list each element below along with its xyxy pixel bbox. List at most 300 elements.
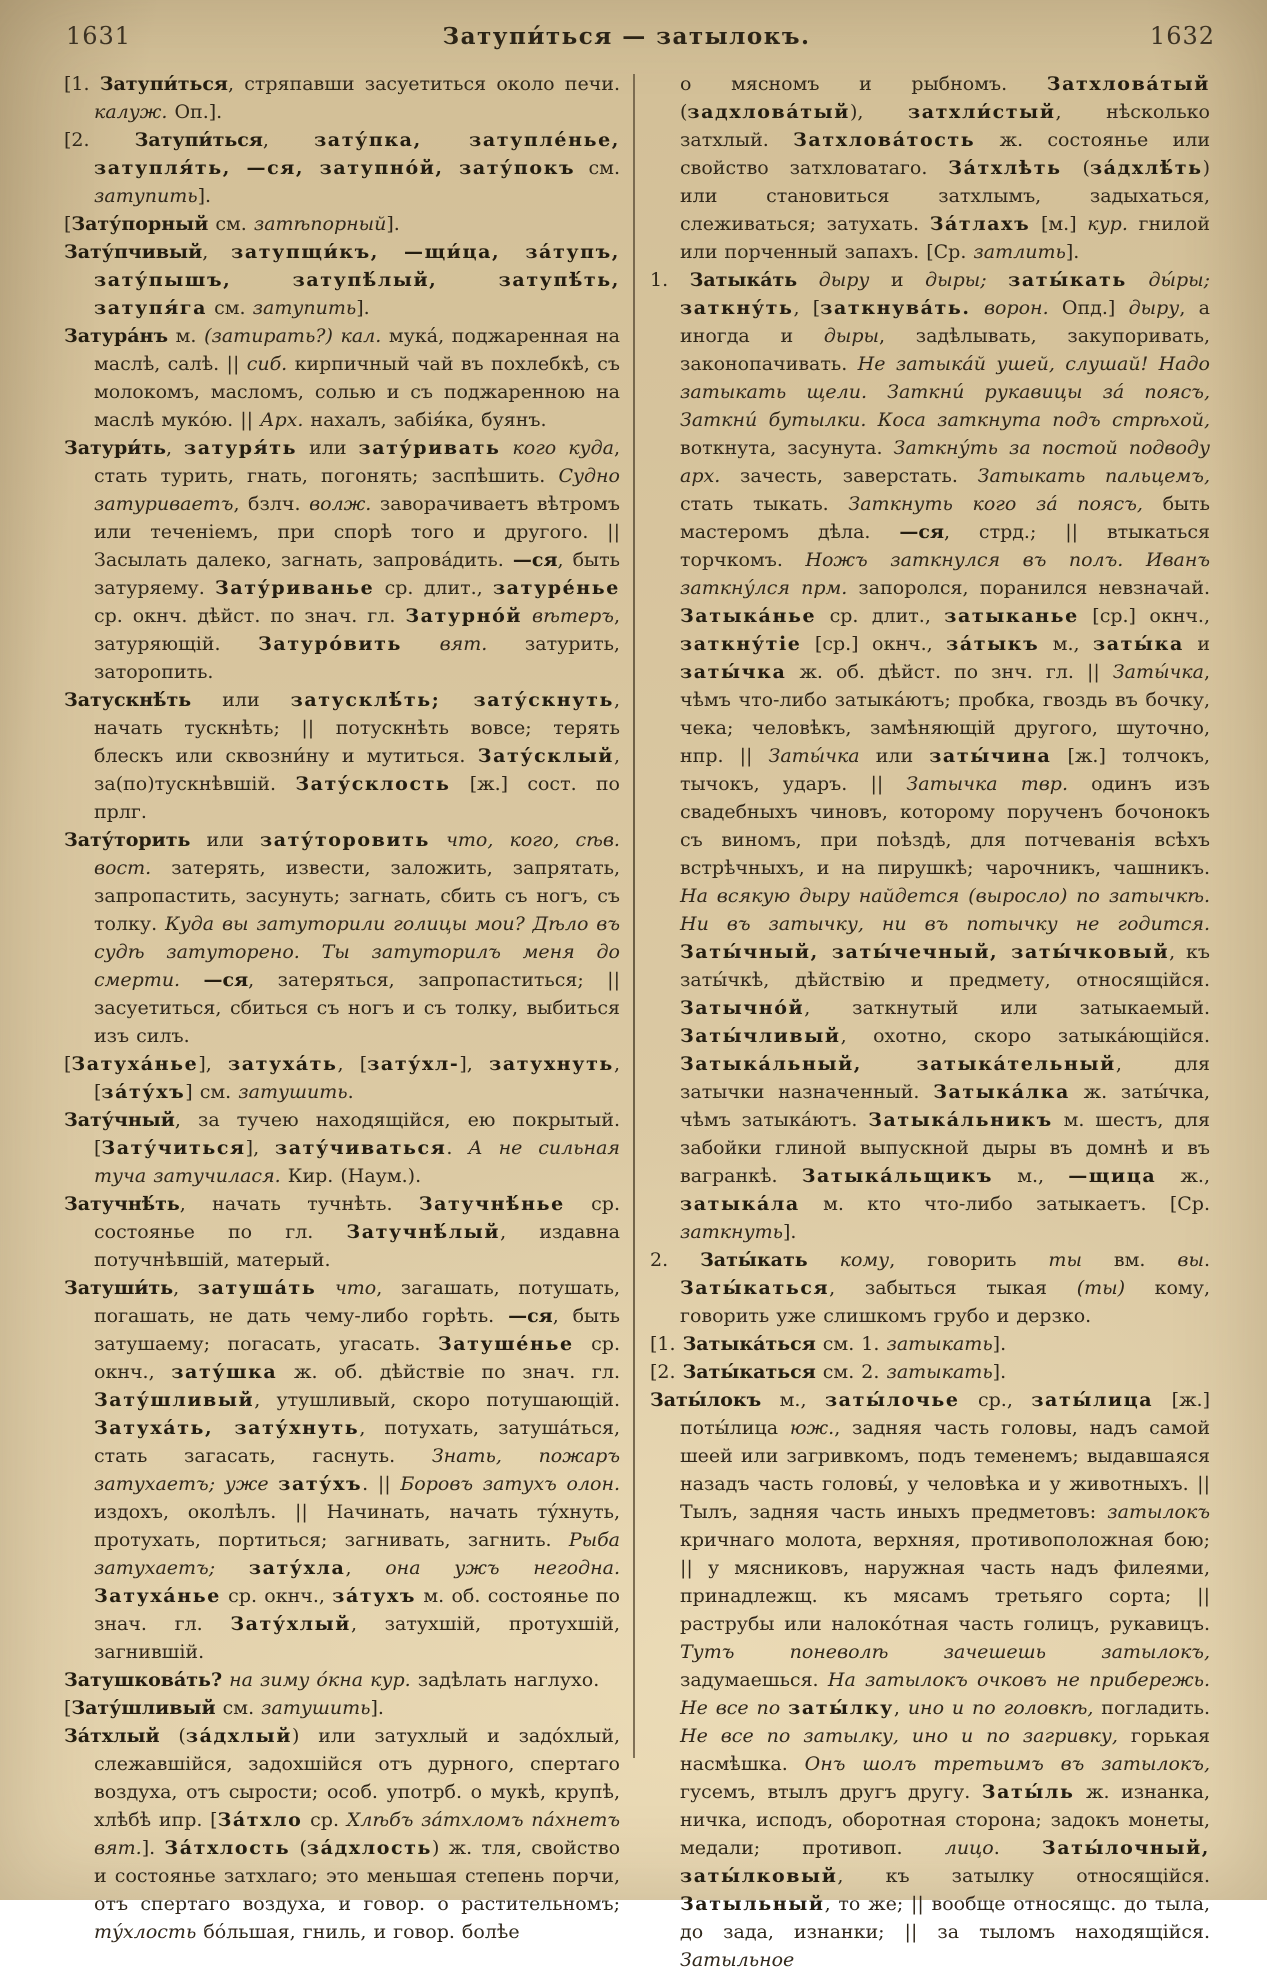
text-run [790, 577, 801, 599]
text-run: кричнаго молота, верхняя, противоположная бою; || у мясниковъ, наружная часть надъ филеями, принадлежщ. къ мясамъ третьяго сорта; || раструбы или налоко́тная часть голицъ, рукавицъ. [680, 1529, 1210, 1635]
text-run: . [347, 1081, 354, 1103]
text-run: издохъ, околѣлъ. || Начинать, начать ту́хнуть, протухать, портиться; загнивать, загнить. [94, 1501, 620, 1551]
headword: Затуши́ть [64, 1277, 174, 1299]
headword: Затускнѣ́ть [64, 689, 192, 711]
text-run: , задняя часть головы, надъ самой шеей или загривкомъ, подъ теменемъ; выдавшаяся назадъ часть головы́, у человѣка и у животныхъ. || Тылъ, задняя часть иныхъ предметовъ: [680, 1417, 1210, 1523]
headword: —ся [512, 549, 558, 571]
headword: затуря́ть [184, 437, 298, 459]
text-run [215, 1557, 249, 1579]
italic-text-run: Судно затуриваетъ [94, 465, 620, 515]
text-run: ]. [386, 213, 400, 235]
headword: Затуро́вить [258, 633, 402, 655]
headword: Затушкова́ть? [64, 1669, 223, 1691]
text-run: ж. об. дѣйст. по знч. гл. || [786, 661, 1113, 683]
headword: За́тхлѣть [948, 157, 1062, 179]
italic-text-run: ино и по головкѣ, [907, 1697, 1094, 1719]
italic-text-run: Не все по затылку, ино и по загривку, [680, 1725, 1118, 1747]
headword: за́тыкъ [946, 633, 1040, 655]
text-run [269, 1473, 279, 1495]
headword: Заты́чливый [680, 1025, 841, 1047]
text-run: см. 1. [815, 1333, 887, 1355]
italic-text-run: затушить [238, 1081, 348, 1103]
dictionary-entry [64, 1190, 620, 1274]
text-run: ж. состоянье или свойство затхловатаго. [680, 129, 1210, 179]
headword: затхли́стый [908, 101, 1056, 123]
text-run: , стрд.; || втыкаться торчкомъ. [680, 521, 1210, 571]
text-run: [ [64, 1053, 72, 1075]
headword: —ся [203, 969, 249, 991]
text-run: кому, говорить уже слишкомъ грубо и дерзко. [680, 1277, 1210, 1327]
text-run: см. [207, 297, 253, 319]
italic-text-run: Затычка [906, 773, 998, 795]
italic-text-run: вѣтеръ [532, 605, 614, 627]
text-run: , стать турить, гнать, погонять; заспѣшить. [94, 437, 620, 487]
text-run: 2. [650, 1249, 701, 1271]
text-run: ж. об. дѣйствіе по знач. гл. [277, 1361, 620, 1383]
headword: Зату́склый [477, 745, 614, 767]
headword: Затуха́нье [71, 1053, 199, 1075]
italic-text-run: затыкать [886, 1361, 993, 1383]
text-run: одинъ изъ свадебныхъ чиновъ, которому порученъ бочонокъ съ виномъ, при поѣздѣ, для потчеванія всѣхъ встрѣчныхъ, и на пирушкѣ; чарочникъ, чашникъ. [680, 773, 1210, 879]
text-run: , утушливый, скоро потушающій. [254, 1389, 620, 1411]
italic-text-run: ты [1048, 1249, 1082, 1271]
text-run [430, 829, 446, 851]
text-run: вм. [1081, 1249, 1178, 1271]
italic-text-run: она ужъ негодна. [385, 1557, 620, 1579]
headword: Затхлова́тый [1046, 73, 1210, 95]
dictionary-entry [650, 1246, 1210, 1330]
text-run: ) или становиться затхлымъ, задыхаться, слеживаться; затухать. [680, 157, 1211, 235]
italic-text-run: кому [839, 1249, 890, 1271]
italic-text-run: (ты) [1076, 1277, 1126, 1299]
italic-text-run: вят. [439, 633, 488, 655]
headword: Затыка́льный, затыка́тельный [680, 1053, 1116, 1075]
text-run: , потухать, затуша́ться, стать загасать, гаснуть. [94, 1417, 621, 1467]
headword: затупщи́къ, —щи́ца, за́тупъ, зату́пышъ, затупѣ́лый, затупѣ́ть, затупя́га [94, 241, 620, 319]
headword: Зату́риванье [215, 577, 375, 599]
headword: затуша́ть [197, 1277, 317, 1299]
headword: Заты́кать [700, 1249, 808, 1271]
italic-text-run: Ножъ заткнулся въ полъ. Иванъ заткну́лся [680, 549, 1211, 599]
text-run: или [297, 437, 359, 459]
headword: заткнува́ть. [820, 297, 971, 319]
italic-text-run: заткнуть [680, 1221, 783, 1243]
text-run: , забыться тыкая [829, 1277, 1077, 1299]
headword: —щица [1068, 1165, 1157, 1187]
italic-text-run: ворон. [983, 297, 1049, 319]
text-run: , затеряться, запропаститься; || засуетиться, сбиться съ ногъ и съ толку, выбиться изъ силъ. [94, 969, 620, 1047]
page-number-left: 1631 [66, 22, 132, 50]
text-run: или [191, 689, 291, 711]
headword: зату́хл- [367, 1053, 460, 1075]
italic-text-run: затлить [973, 241, 1066, 263]
headword: Зату́торить [64, 829, 191, 851]
italic-text-run: Затыльное [680, 1949, 795, 1971]
italic-text-run: затыкать [886, 1333, 993, 1355]
italic-text-run: Рыба затухаетъ; [94, 1529, 620, 1579]
text-run: , [893, 1697, 908, 1719]
dictionary-entry [64, 210, 620, 238]
text-run [559, 829, 575, 851]
text-run: ж. заты́чка, чѣмъ затыка́ютъ. [680, 1081, 1210, 1131]
text-run [780, 1697, 788, 1719]
italic-text-run: Заткну́ть за постой подводу [893, 437, 1210, 459]
headword: за́дхлость [306, 1837, 433, 1859]
page-number-right: 1632 [1149, 22, 1215, 50]
dictionary-entry [64, 1106, 620, 1190]
italic-text-run: затушить [261, 1697, 371, 1719]
italic-text-run: затупить [94, 185, 198, 207]
headword: Зату́хлый [230, 1613, 351, 1635]
headword: За́тхлый [64, 1725, 160, 1747]
text-run: , бзлч. [233, 493, 310, 515]
text-run: ж. изнанка, ничка, исподъ, оборотная сторона; задокъ монеты, медали; противоп. [680, 1781, 1210, 1859]
text-run: [ж.] поты́лица [680, 1389, 1210, 1439]
text-run [522, 605, 532, 627]
text-run: , а иногда и [680, 297, 1210, 347]
text-run: или [190, 829, 261, 851]
text-run: м. шестъ, для забойки глиной выпускной дыры въ домнѣ и въ вагранкѣ. [680, 1109, 1210, 1187]
italic-text-run: Знать, пожаръ затухаетъ; уже [94, 1445, 620, 1495]
text-run: , [173, 1277, 198, 1299]
headword: затыканье [944, 605, 1079, 627]
italic-text-run: Онъ шолъ третьимъ въ затылокъ, [804, 1753, 1210, 1775]
headword: за́дхлый [185, 1725, 293, 1747]
headword: затуха́ть [228, 1053, 338, 1075]
text-run [500, 437, 512, 459]
headword: заты́лку [788, 1697, 894, 1719]
text-run: , [202, 241, 232, 263]
italic-text-run: что [334, 1277, 377, 1299]
text-run: ср. [302, 1809, 347, 1831]
text-run: . [446, 1137, 469, 1159]
headword: Затучнѣ́ть [64, 1193, 180, 1215]
text-run: Оп.]. [167, 101, 223, 123]
headword: —ся [508, 1305, 553, 1327]
headword: за́дхлѣ́ть [1089, 157, 1203, 179]
headword: Заты́ль [981, 1781, 1075, 1803]
page-header [66, 22, 1215, 50]
italic-text-run: кур. [370, 1669, 411, 1691]
dictionary-entry [64, 126, 620, 210]
headword: затусклѣ́ть; зату́скнуть [290, 689, 614, 711]
headword: Затыка́лка [933, 1081, 1070, 1103]
text-run: ]. [370, 1697, 384, 1719]
text-run [180, 969, 203, 991]
italic-text-run: Не затыка́й ушей, слушай! Надо затыкать щели. Заткни́ рукавицы за́ поясъ, Заткни́ бутылки. Коса заткнута подъ стрѣхой, [680, 353, 1210, 431]
text-run: [2. [650, 1361, 683, 1383]
headword: Затуха́ть, зату́хнуть [94, 1417, 360, 1439]
italic-text-run: юж. [789, 1417, 835, 1439]
dictionary-entry [650, 1358, 1210, 1386]
text-run: гусемъ, втылъ другъ другу. [680, 1781, 982, 1803]
text-run: ]. [782, 1221, 797, 1243]
text-run: , за(по)тускнѣвшій. [94, 745, 620, 795]
italic-text-run: затѣпорный [253, 213, 387, 235]
text-run: нахалъ, забія́ка, буянъ. [303, 409, 547, 431]
text-run: см. 2. [815, 1361, 887, 1383]
headword: заты́ка [1093, 633, 1184, 655]
italic-text-run: А не сильная туча затучилася. [94, 1137, 620, 1187]
italic-text-run: Затыкать пальцемъ, [977, 465, 1210, 487]
headword: За́тлахъ [929, 213, 1031, 235]
italic-text-run: Заты́чка [768, 745, 860, 767]
text-run: , нѣсколько затхлый. [680, 101, 1210, 151]
text-run: заворачиваетъ вѣтромъ или теченіемъ, при спорѣ того и другого. || Засылать далеко, загнать, запрова́дить. [94, 493, 620, 571]
dictionary-entry [650, 266, 1210, 1246]
dictionary-entry [64, 686, 620, 826]
text-run: гнилой или порченный запахъ. [Ср. [680, 213, 1211, 263]
italic-text-run: затупить [252, 297, 357, 319]
text-run: , быть затуряему. [94, 549, 620, 599]
headword: Зату́шливый [94, 1389, 255, 1411]
headword: Заты́чный, заты́чечный, заты́чковый [680, 941, 1170, 963]
headword: Заты́локъ [650, 1389, 762, 1411]
headword: За́тхлость [164, 1837, 291, 1859]
text-run: см. [575, 157, 620, 179]
headword: Заты́каться [680, 1277, 830, 1299]
text-run: ), [849, 101, 909, 123]
text-run: бо́льшая, гниль, и говор. болѣе [196, 1921, 520, 1943]
italic-text-run: что, кого, [446, 829, 560, 851]
headword: затуре́нье [492, 577, 620, 599]
text-run: ]. [197, 185, 212, 207]
text-run: ср. окнч., [220, 1585, 333, 1607]
headword: Зату́читься [101, 1137, 246, 1159]
text-run: см. [215, 1697, 262, 1719]
headword: Затыка́льникъ [868, 1109, 1053, 1131]
italic-text-run: дыры; [925, 269, 987, 291]
text-run: ]. [992, 1333, 1007, 1355]
text-run: , [ [94, 1053, 620, 1103]
headword: Зату́порный [71, 213, 209, 235]
italic-text-run: Заткнуть кого за́ поясъ, [848, 493, 1143, 515]
text-run: ср., [959, 1389, 1032, 1411]
text-run: , то же; || вообще относящс. до тыла, до зада, изнанки; || за тыломъ находящійся. [680, 1893, 1210, 1943]
headword: Затычно́й [680, 997, 805, 1019]
headword: Затыка́нье [680, 605, 817, 627]
text-run [998, 773, 1021, 795]
dictionary-entry [64, 1694, 620, 1722]
headword: Зату́чный [64, 1109, 175, 1131]
text-run: , затухшій, протухшій, загнившій. [94, 1613, 620, 1663]
italic-text-run: олон. [566, 1473, 621, 1495]
text-run: м., [1039, 633, 1094, 655]
dictionary-entry [64, 826, 620, 1050]
text-run: , для затычки назначенный. [680, 1053, 1210, 1103]
headword: Затуха́нье [94, 1585, 221, 1607]
text-run: ]. [992, 1361, 1007, 1383]
text-run: , издавна потучнѣвшій, матерый. [94, 1221, 620, 1271]
italic-text-run: ту́хлость [94, 1921, 197, 1943]
headword: Затури́ть [64, 437, 166, 459]
text-run: м. [168, 325, 205, 347]
text-run: ], [245, 1137, 275, 1159]
headword: зату́шка [171, 1361, 278, 1383]
text-run: воткнута, засунута. [680, 437, 894, 459]
headword: Затхлова́тость [793, 129, 976, 151]
italic-text-run: арх. [680, 465, 721, 487]
text-run: затерять, извести, заложить, запрятать, запропастить, засунуть; загнать, сбить съ ногъ, съ толку. [94, 857, 620, 935]
italic-text-run: На всякую дыру найдется (выросло) по затычкѣ. Ни въ затычку, ни въ потычку не годится. [680, 885, 1210, 935]
headword: за́ту́хъ [101, 1081, 186, 1103]
column-divider [633, 74, 635, 1758]
text-run [402, 633, 440, 655]
text-run: ср. окнч., [94, 1333, 620, 1383]
headword: Затура́нъ [64, 325, 169, 347]
headword: зату́хла [248, 1557, 346, 1579]
headword: зату́пка, затупле́нье, затупля́ть, —ся, затупно́й, зату́покъ [94, 129, 620, 179]
text-run: ] см. [185, 1081, 239, 1103]
italic-text-run: дыру [818, 269, 870, 291]
text-run: , [345, 1557, 386, 1579]
text-run: , [262, 129, 315, 151]
italic-text-run: калуж. [94, 101, 168, 123]
text-run: [ж.] толчокъ, тычокъ, ударъ. || [680, 745, 1210, 795]
dictionary-entry-continuation [650, 70, 1210, 266]
italic-text-run: лицо [944, 1837, 994, 1859]
text-run: , чѣмъ что-либо затыка́ютъ; пробка, гвоздь въ бочку, чека; человѣкъ, замѣняющій другого, шуточно, нпр. || [680, 661, 1210, 767]
text-run: затурить, заторопить. [94, 633, 620, 683]
text-run: ], [198, 1053, 229, 1075]
headword: за́тухъ [332, 1585, 417, 1607]
text-run: и [869, 269, 926, 291]
text-run: , къ затылку относящійся. [837, 1865, 1210, 1887]
text-run: кирпичный чай въ похлебкѣ, съ молокомъ, масломъ, солью и съ поджаренною на маслѣ муко́ю. || [94, 353, 620, 431]
text-run: , охотно, скоро затыка́ющійся. [840, 1025, 1210, 1047]
headword: —ся [899, 521, 944, 543]
text-run: ]. [141, 1837, 165, 1859]
headword: заты́чка [680, 661, 787, 683]
text-run: , задѣлывать, закупоривать, законопачивать. [680, 325, 1210, 375]
text-run: [1. [650, 1333, 683, 1355]
italic-text-run: Куда вы затуторили голицы мои? Дѣло въ судѣ затуторено. Ты затуторилъ меня до смерти. [94, 913, 620, 991]
dictionary-entry [64, 70, 620, 126]
italic-text-run: кого куда [512, 437, 614, 459]
text-run: ж., [1156, 1165, 1210, 1187]
text-run: ( [159, 1725, 186, 1747]
headword: зату́чиваться [275, 1137, 447, 1159]
text-run: погладить. [1093, 1697, 1210, 1719]
text-run: , начать тускнѣть; || потускнѣть вовсе; терять блескъ или сквозни́ну и мутиться. [94, 689, 620, 767]
headword: Затыка́ться [682, 1333, 816, 1355]
text-run: [ [64, 213, 72, 235]
text-run [1127, 269, 1149, 291]
text-run: ( [1061, 157, 1090, 179]
text-run [987, 269, 1009, 291]
text-run: горькая насмѣшка. [680, 1725, 1210, 1775]
text-run: [ср.] окнч., [1078, 605, 1210, 627]
headword: Заты́лочный, заты́лковый [680, 1837, 1210, 1887]
italic-text-run: Тутъ поневолѣ зачешешь затылокъ, [680, 1641, 1210, 1663]
headword: Затупи́ться [134, 129, 263, 151]
running-title: Затупи́ться — затылокъ. [442, 23, 811, 50]
text-run: , [166, 437, 185, 459]
text-run: 1. [650, 269, 690, 291]
headword: Затуше́нье [437, 1333, 574, 1355]
text-run: ( [680, 101, 688, 123]
italic-text-run: ды́ры; [1148, 269, 1211, 291]
text-run [797, 269, 819, 291]
text-run: , [ [337, 1053, 368, 1075]
headword: Зату́шливый [71, 1697, 216, 1719]
text-run: ]. [356, 297, 370, 319]
text-run: . [1203, 1249, 1210, 1271]
headword: Затупи́ться [99, 73, 228, 95]
headword: заты́чина [929, 745, 1052, 767]
headword: Затурно́й [405, 605, 523, 627]
text-run: , [ [793, 297, 821, 319]
text-run: [ [64, 1697, 72, 1719]
headword: затыка́ла [680, 1193, 800, 1215]
italic-text-run: На затылокъ очковъ не прибережь. Не все по [680, 1669, 1210, 1719]
text-run: , начать тучнѣть. [179, 1193, 419, 1215]
headword: заты́кать [1008, 269, 1127, 291]
italic-text-run: вы [1177, 1249, 1204, 1271]
text-run: ( [290, 1837, 307, 1859]
text-run: ср. состоянье по гл. [94, 1193, 620, 1243]
headword: заты́лица [1031, 1389, 1154, 1411]
text-run: , быть затушаему; погасать, угасать. [94, 1305, 621, 1355]
headword: зату́ривать [358, 437, 501, 459]
text-run: , за тучею находящійся, ею покрытый. [ [94, 1109, 620, 1159]
text-run [971, 297, 984, 319]
text-run: ) или затухлый и задо́хлый, слежавшійся, задохшійся отъ дурного, спертаго воздуха, отъ сырости; особ. употрб. о мукѣ, крупѣ, хлѣбѣ ипр. [ [94, 1725, 621, 1831]
italic-text-run: Заты́чка [1112, 661, 1204, 683]
right-column [650, 70, 1211, 1971]
text-run: Кир. (Наум.). [280, 1165, 422, 1187]
italic-text-run: вят. [94, 1837, 142, 1859]
dictionary-entry [64, 1274, 620, 1666]
text-run: ) ж. тля, свойство и состоянье затхлаго; это меньшая степень порчи, отъ спертаго воздуха, и говор. о растительномъ; [94, 1837, 621, 1915]
dictionary-entry [64, 1722, 620, 1946]
headword: Затучнѣ́лый [346, 1221, 501, 1243]
headword: Затыка́льщикъ [801, 1165, 994, 1187]
text-run: см. [208, 213, 254, 235]
left-column [64, 70, 621, 1943]
headword: Затыльный [680, 1893, 825, 1915]
text-run: м., [761, 1389, 825, 1411]
text-run [557, 1473, 567, 1495]
italic-text-run: затылокъ [1107, 1501, 1210, 1523]
text-run: Опд.] [1048, 297, 1129, 319]
text-run: [2. [64, 129, 135, 151]
text-run: [ср.] окнч., [801, 633, 947, 655]
text-run: [м.] [1030, 213, 1088, 235]
text-run: ], [459, 1053, 490, 1075]
text-run: стать тыкать. [680, 493, 849, 515]
italic-text-run: твр. [1020, 773, 1069, 795]
text-run: ]. [1065, 241, 1080, 263]
headword: заты́лочье [824, 1389, 960, 1411]
dictionary-entry [64, 434, 620, 686]
text-run: и [1183, 633, 1211, 655]
dictionary-entry [64, 1050, 620, 1106]
text-run: , заткнутый или затыкаемый. [804, 997, 1210, 1019]
italic-text-run: волж. [309, 493, 372, 515]
text-run: , стряпавши засуетиться около печи. [227, 73, 620, 95]
text-run: [ж.] сост. по прлг. [94, 773, 620, 823]
italic-text-run: сѣв. вост. [94, 829, 620, 879]
text-run [316, 1277, 335, 1299]
dictionary-entry [64, 322, 620, 434]
text-run: , говорить [889, 1249, 1049, 1271]
text-run: м. кто что-либо затыкаетъ. [Ср. [799, 1193, 1210, 1215]
italic-text-run: на зиму о́кна [229, 1669, 364, 1691]
text-run: задѣлать наглухо. [410, 1669, 600, 1691]
text-run: быть мастеромъ дѣла. [680, 493, 1210, 543]
text-run: зачесть, заверстать. [720, 465, 978, 487]
